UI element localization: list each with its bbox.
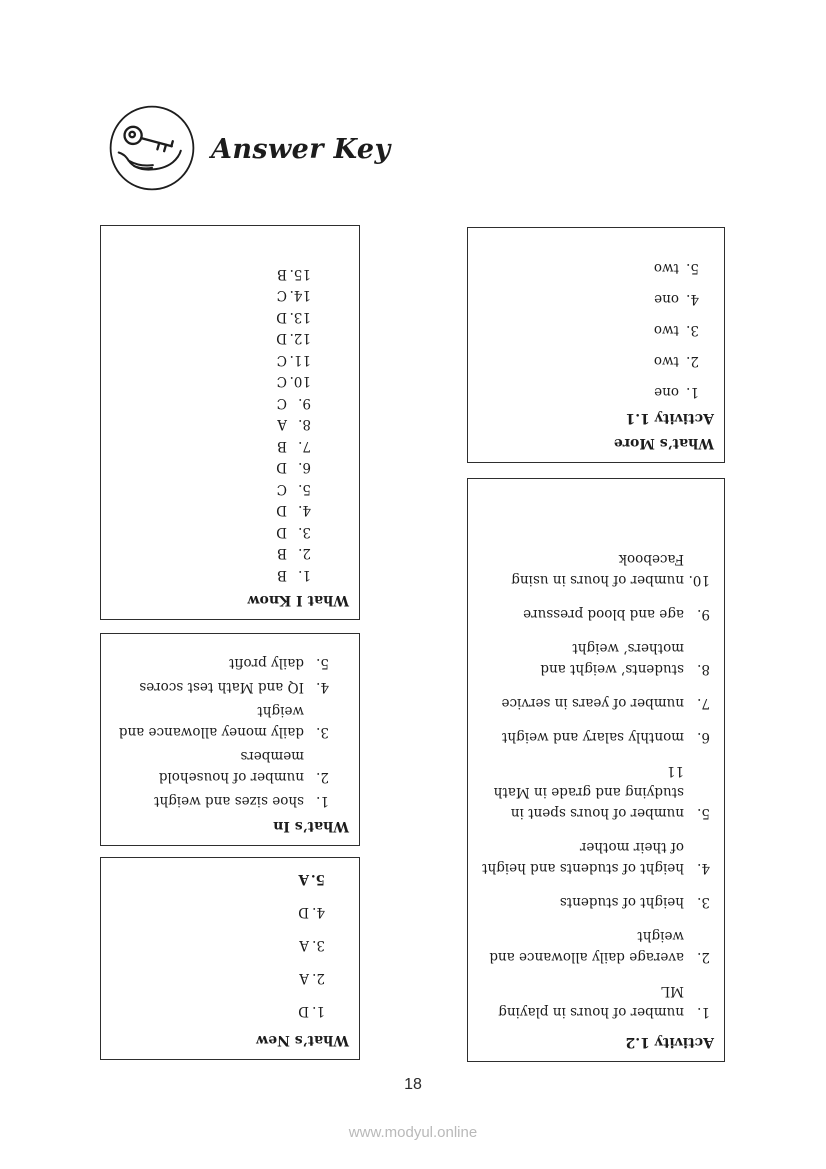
answer-item <box>478 603 710 624</box>
answer-number: 3. <box>686 322 699 338</box>
answer-number: 4. <box>316 679 329 695</box>
answer-text: shoe sizes and weight <box>154 793 304 809</box>
answer-text: B <box>277 567 287 583</box>
answer-item <box>111 435 311 457</box>
answer-text: B <box>277 266 287 282</box>
answer-item <box>111 564 311 586</box>
answer-text: height of students <box>559 894 684 910</box>
answer-text: two <box>653 353 679 369</box>
answer-item <box>111 413 311 435</box>
answer-text: daily money allowance and weight <box>118 703 304 740</box>
answer-number: 3. <box>312 937 325 953</box>
answer-text: C <box>276 352 287 368</box>
answer-number: 4. <box>312 904 325 920</box>
answer-item <box>478 381 699 402</box>
answer-item <box>478 637 710 679</box>
answer-text: number of hours in using Facebook <box>511 551 684 588</box>
page-number: 18 <box>404 1076 422 1093</box>
answer-number: 9. <box>298 395 311 411</box>
answer-item <box>478 891 710 912</box>
rotated-content <box>101 858 359 1059</box>
answer-number: 5. <box>298 481 311 497</box>
answer-number: 14. <box>289 287 311 304</box>
answer-text: students’ weight and mothers’ weight <box>540 640 684 677</box>
answer-text: one <box>654 291 679 307</box>
answer-number: 13. <box>289 309 311 325</box>
answer-item <box>111 790 329 811</box>
answer-number: 7. <box>697 695 710 711</box>
box-title: What I Know <box>247 592 349 608</box>
answer-text: number of years in service <box>501 695 684 711</box>
answer-list <box>111 263 349 586</box>
answer-text: C <box>276 373 287 390</box>
answer-text: number of household members <box>158 748 304 785</box>
page-title: Answer Key <box>211 134 391 165</box>
answer-text: A <box>298 871 309 887</box>
answer-item <box>111 456 311 478</box>
answer-text: D <box>276 459 287 476</box>
answer-item <box>111 263 311 285</box>
answer-number: 3. <box>298 524 311 540</box>
answer-number: 1. <box>312 1003 325 1019</box>
answer-number: 1. <box>697 1004 710 1020</box>
answer-text: C <box>276 395 287 411</box>
answer-text: age and blood pressure <box>523 606 684 622</box>
answer-item <box>111 349 311 371</box>
answer-number: 5. <box>316 655 329 671</box>
answer-box-whats-in <box>100 633 360 846</box>
answer-item <box>111 284 311 306</box>
answer-item <box>478 692 710 713</box>
answer-text: height of students and height of their mother <box>482 839 684 876</box>
answer-item <box>111 676 329 697</box>
answer-number: 2. <box>298 545 311 562</box>
answer-text: C <box>276 481 287 497</box>
answer-box-what-i-know <box>100 225 360 620</box>
answer-text: D <box>276 309 287 325</box>
answer-item <box>478 726 710 747</box>
answer-item <box>111 499 311 521</box>
hand-holding-key-icon <box>107 101 197 195</box>
answer-number: 6. <box>697 729 710 745</box>
answer-number: 5. <box>697 805 710 821</box>
answer-item <box>111 306 311 328</box>
answer-text: D <box>276 330 287 347</box>
rotated-content <box>468 228 724 462</box>
box-title: What’s More <box>613 435 714 451</box>
answer-item <box>111 327 311 349</box>
answer-text: C <box>276 287 287 304</box>
answer-number: 1. <box>316 793 329 809</box>
answer-item <box>111 392 311 414</box>
answer-number: 4. <box>697 860 710 876</box>
box-subtitle: Activity 1.1 <box>625 410 714 426</box>
website-footer: www.modyul.online <box>348 1124 478 1141</box>
answer-item <box>478 257 699 278</box>
box-title: What’s New <box>256 1032 349 1048</box>
answer-item <box>111 652 329 673</box>
answer-text: monthly salary and weight <box>502 729 684 745</box>
answer-box-whats-new <box>100 857 360 1060</box>
answer-number: 3. <box>316 724 329 740</box>
answer-number: 7. <box>298 438 311 454</box>
rotated-content <box>468 479 724 1061</box>
answer-list <box>478 548 714 1022</box>
answer-number: 10. <box>688 572 710 588</box>
hand-holding-key-svg <box>107 101 197 195</box>
answer-item <box>478 288 699 309</box>
answer-item <box>111 700 329 742</box>
answer-number: 5. <box>310 871 325 887</box>
answer-number: 6. <box>298 459 311 476</box>
answer-number: 1. <box>686 384 699 400</box>
answer-number: 15. <box>289 266 311 282</box>
answer-item <box>111 967 325 988</box>
answer-text: number of hours spent in studying and grade in Math 11 <box>493 763 684 821</box>
answer-number: 2. <box>686 353 699 369</box>
box-title: What’s In <box>273 818 349 834</box>
answer-number: 10. <box>289 373 311 390</box>
answer-item <box>111 521 311 543</box>
answer-text: IQ and Math test scores <box>139 679 304 695</box>
answer-number: 8. <box>298 416 311 433</box>
answer-text: average daily allowance and weight <box>489 928 684 965</box>
answer-number: 2. <box>316 769 329 785</box>
answer-item <box>111 478 311 500</box>
answer-item <box>111 370 311 392</box>
answer-text: two <box>653 260 679 276</box>
answer-text: daily profit <box>229 655 304 671</box>
answer-text: B <box>277 545 287 562</box>
answer-number: 3. <box>697 894 710 910</box>
answer-item <box>478 319 699 340</box>
answer-list <box>111 868 349 1021</box>
answer-number: 12. <box>289 330 311 347</box>
answer-number: 2. <box>697 949 710 965</box>
answer-number: 5. <box>686 260 699 276</box>
answer-text: D <box>298 904 309 920</box>
answer-item <box>478 980 710 1022</box>
answer-text: A <box>299 937 309 953</box>
answer-item <box>111 1000 325 1021</box>
answer-number: 9. <box>697 606 710 622</box>
answer-item <box>478 760 710 823</box>
rotated-content <box>101 634 359 845</box>
answer-text: D <box>276 502 287 519</box>
answer-item <box>478 350 699 371</box>
answer-list <box>478 257 714 402</box>
answer-text: number of hours in playing ML <box>498 983 684 1020</box>
answer-item <box>478 548 710 590</box>
answer-text: B <box>277 438 287 454</box>
box-title: Activity 1.2 <box>625 1034 714 1050</box>
answer-item <box>111 542 311 564</box>
answer-item <box>111 934 325 955</box>
answer-list <box>111 652 349 811</box>
answer-box-whats-more <box>467 227 725 463</box>
answer-text: A <box>299 970 309 986</box>
answer-number: 1. <box>298 567 311 583</box>
answer-text: D <box>298 1003 309 1019</box>
answer-item <box>111 901 325 922</box>
answer-text: D <box>276 524 287 540</box>
answer-text: one <box>654 384 679 400</box>
answer-item <box>111 868 325 889</box>
answer-number: 2. <box>312 970 325 986</box>
answer-number: 4. <box>686 291 699 307</box>
answer-item <box>111 745 329 787</box>
answer-item <box>478 925 710 967</box>
answer-text: two <box>653 322 679 338</box>
answer-number: 4. <box>298 502 311 519</box>
answer-item <box>478 836 710 878</box>
answer-number: 11. <box>289 352 311 368</box>
answer-text: A <box>277 416 287 433</box>
answer-number: 8. <box>697 661 710 677</box>
answer-box-activity-1-2 <box>467 478 725 1062</box>
rotated-content <box>101 226 359 619</box>
